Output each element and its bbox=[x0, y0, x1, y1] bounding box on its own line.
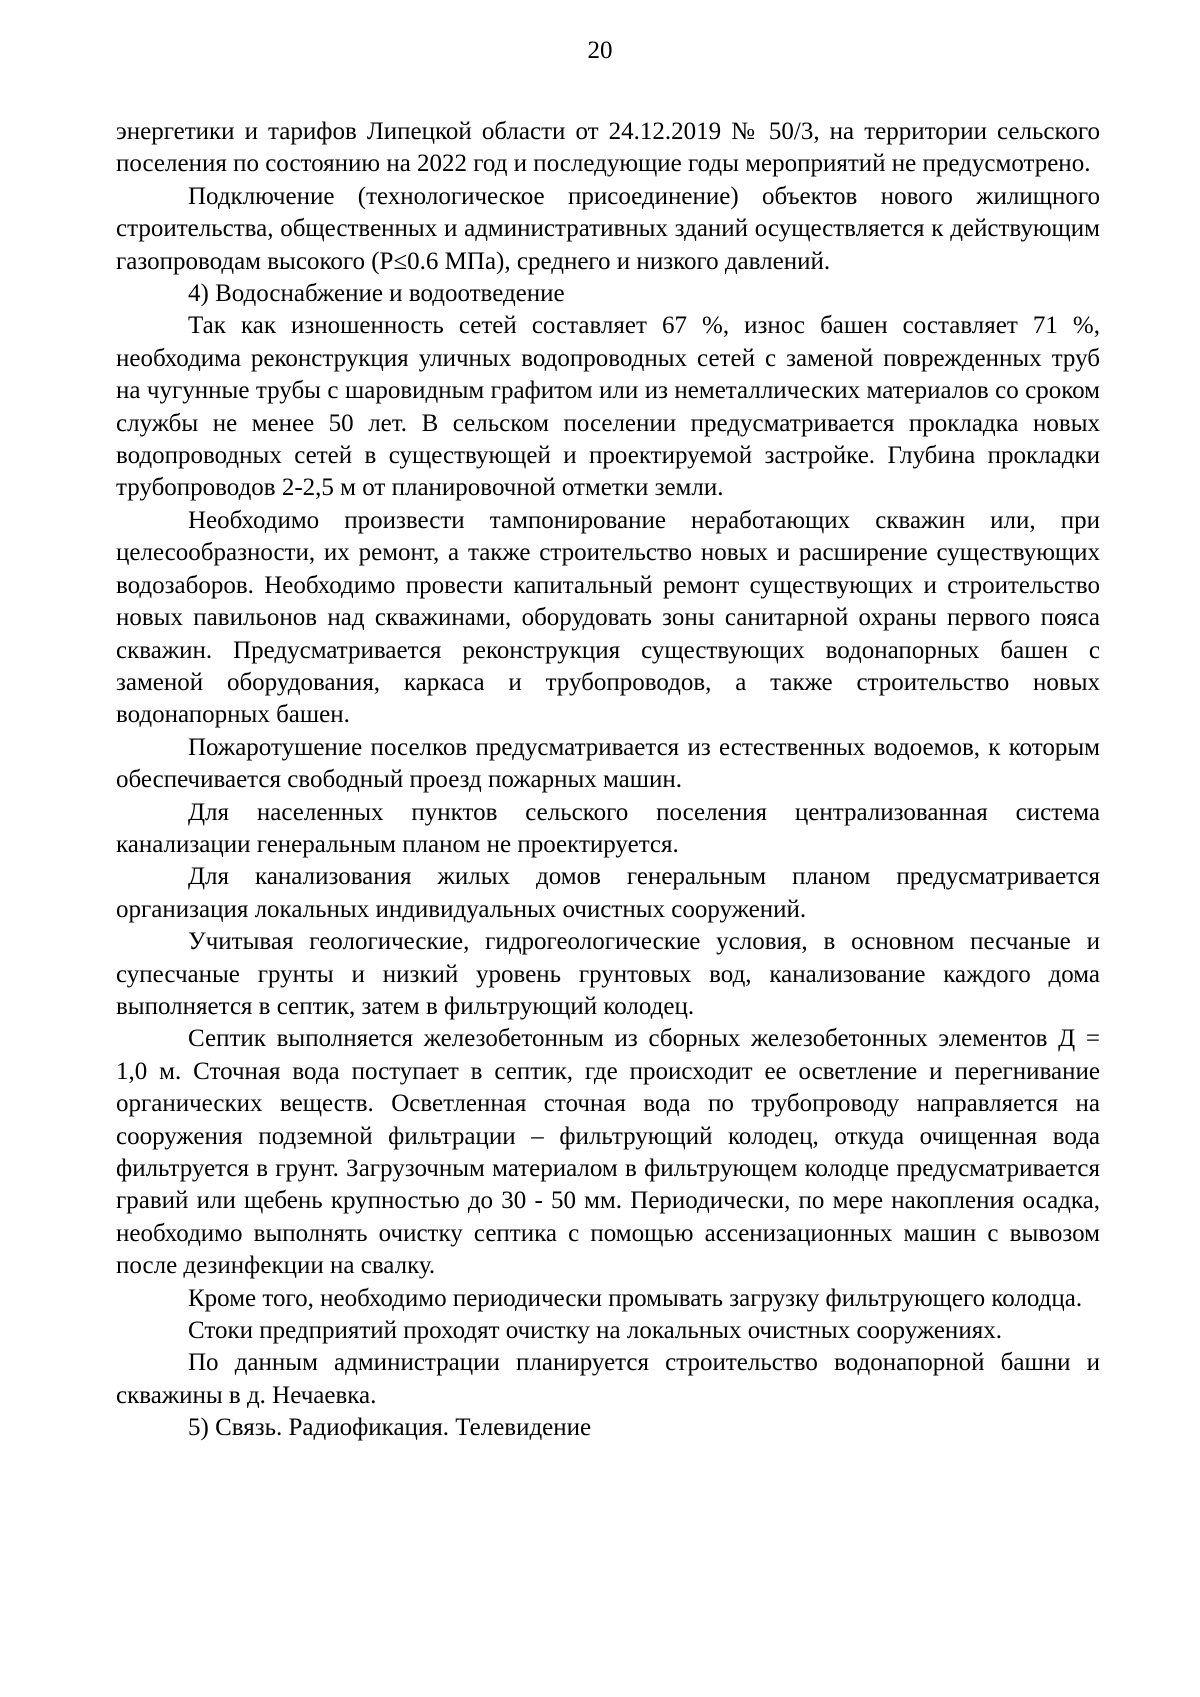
paragraph-filter-washing: Кроме того, необходимо периодически промывать загрузку фильтрующего колодца. bbox=[188, 1284, 1083, 1312]
paragraph-network-wear: Так как изношенность сетей составляет 67 %, износ башен составляет 71 %, необходима реконструкция уличных водопроводных сетей с заменой поврежденных труб на чугунные трубы с шаровидным графитом или из неметаллических материалов со сроком службы не менее 50 лет. В сельском поселении предусматривается прокладка новых водопроводных сетей в существующей и проектируемой застройке. Глубина прокладки трубопроводов 2-2,5 м от планировочной отметки земли. bbox=[116, 312, 1100, 502]
section-heading-communications: 5) Связь. Радиофикация. Телевидение bbox=[188, 1414, 592, 1442]
document-body bbox=[116, 116, 1100, 1445]
paragraph-septic-design: Септик выполняется железобетонным из сборных железобетонных элементов Д = 1,0 м. Сточная вода поступает в септик, где происходит ее осветление и перегнивание органических веществ. Осветленная сточная вода по трубопроводу направляется на сооружения подземной фильтрации – фильтрующий колодец, откуда очищенная вода фильтруется в грунт. Загрузочным материалом в фильтрующем колодце предусматривается гравий или щебень крупностью до 30 - 50 мм. Периодически, по мере накопления осадка, необходимо выполнять очистку септика с помощью ассенизационных машин с вывозом после дезинфекции на свалку. bbox=[116, 1025, 1100, 1280]
paragraph-sewerage-system: Для населенных пунктов сельского поселения централизованная система канализации генеральным планом не проектируется. bbox=[116, 798, 1100, 858]
paragraph-gas-connection: Подключение (технологическое присоединение) объектов нового жилищного строительства, общественных и административных зданий осуществляется к действующим газопроводам высокого (Р≤0.6 МПа), среднего и низкого давлений. bbox=[116, 182, 1100, 275]
paragraph-wells: Необходимо произвести тампонирование неработающих скважин или, при целесообразности, их ремонт, а также строительство новых и расширение существующих водозаборов. Необходимо провести капитальный ремонт существующих и строительство новых павильонов над скважинами, оборудовать зоны санитарной охраны первого пояса скважин. Предусматривается реконструкция существующих водонапорных башен с заменой оборудования, каркаса и трубопроводов, а также строительство новых водонапорных башен. bbox=[116, 506, 1100, 729]
paragraph-water-tower-plan: По данным администрации планируется строительство водонапорной башни и скважины в д. Нечаевка. bbox=[116, 1349, 1100, 1409]
paragraph-local-treatment: Для канализования жилых домов генеральным планом предусматривается организация локальных индивидуальных очистных сооружений. bbox=[116, 863, 1100, 923]
paragraph-continuation: энергетики и тарифов Липецкой области от 24.12.2019 № 50/3, на территории сельского поселения по состоянию на 2022 год и последующие годы мероприятий не предусмотрено. bbox=[116, 118, 1100, 178]
paragraph-septic-conditions: Учитывая геологические, гидрогеологические условия, в основном песчаные и супесчаные грунты и низкий уровень грунтовых вод, канализование каждого дома выполняется в септик, затем в фильтрующий колодец. bbox=[116, 928, 1100, 1020]
paragraph-enterprise-runoff: Стоки предприятий проходят очистку на локальных очистных сооружениях. bbox=[188, 1317, 1002, 1345]
paragraph-fire-fighting: Пожаротушение поселков предусматривается из естественных водоемов, к которым обеспечивается свободный проезд пожарных машин. bbox=[116, 733, 1100, 794]
page-number: 20 bbox=[587, 37, 613, 64]
section-heading-water-supply: 4) Водоснабжение и водоотведение bbox=[188, 280, 565, 308]
